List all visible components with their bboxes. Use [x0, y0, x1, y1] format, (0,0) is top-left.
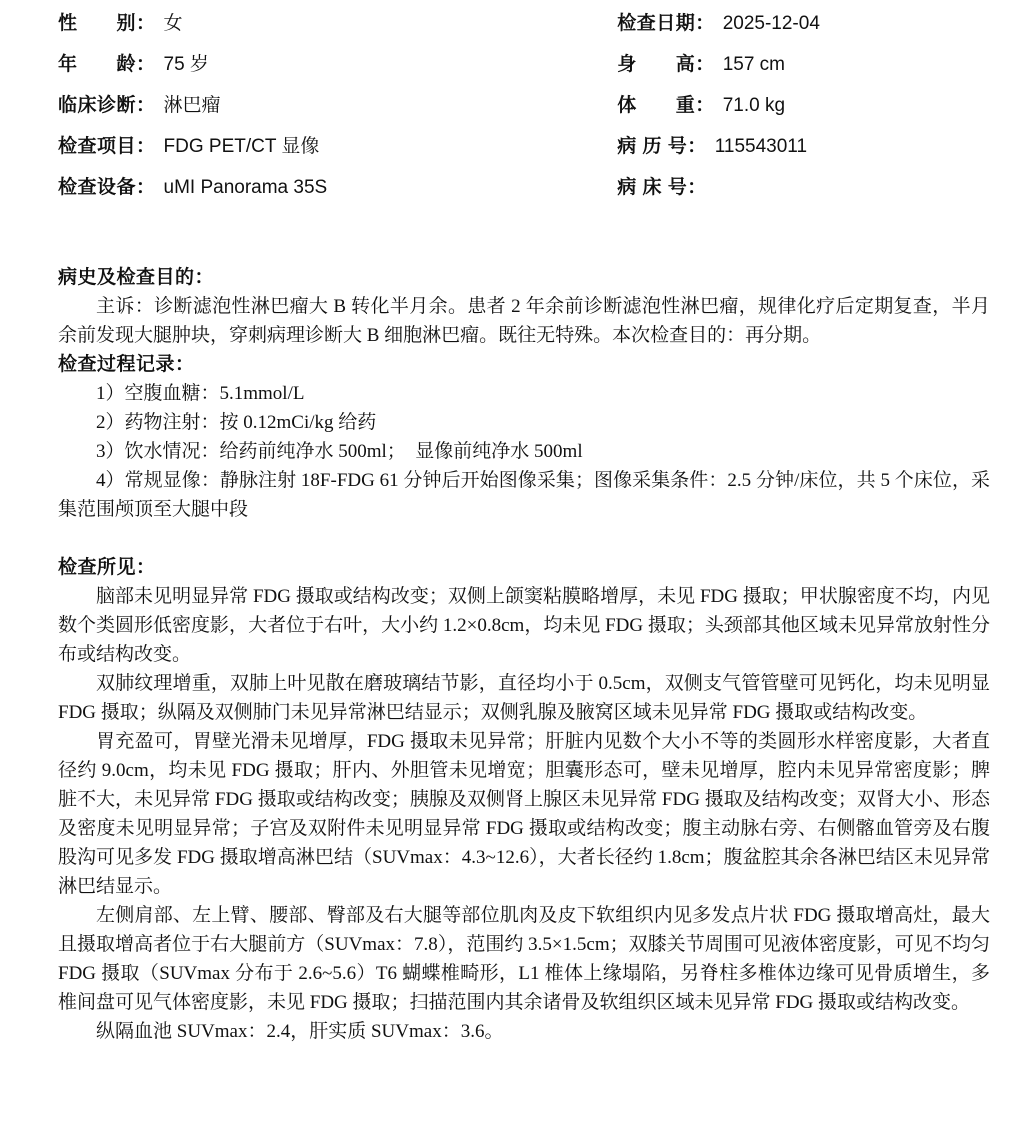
- exam-date-value: 2025-12-04: [722, 13, 820, 34]
- medical-record-number-label: 病 历 号：: [617, 136, 707, 157]
- age-value: 75 岁: [163, 54, 209, 75]
- field-row-exam-device: [58, 178, 617, 198]
- findings-paragraph-head-neck: 脑部未见明显异常 FDG 摄取或结构改变；双侧上颌窦粘膜略增厚，未见 FDG 摄取；甲状腺密度不均，内见数个类圆形低密度影，大者位于右叶，大小约 1.2×0.8cm，均未见 FDG 摄取；头颈部其他区域未见异常放射性分布或结构改变。: [58, 586, 990, 665]
- section-history-and-purpose: [58, 263, 990, 350]
- findings-paragraph-chest: 双肺纹理增重，双肺上叶见散在磨玻璃结节影，直径均小于 0.5cm，双侧支气管管壁可见钙化，均未见明显 FDG 摄取；纵隔及双侧肺门未见异常淋巴结显示；双侧乳腺及腋窝区域未见异常 FDG 摄取或结构改变。: [58, 673, 990, 723]
- procedure-section-heading: 检查过程记录：: [58, 354, 195, 375]
- clinical-diagnosis-label: 临床诊断：: [58, 95, 156, 116]
- exam-item-value: FDG PET/CT 显像: [163, 136, 320, 157]
- bed-number-label: 病 床 号：: [617, 177, 707, 198]
- findings-paragraph-reference-suv: 纵隔血池 SUVmax：2.4，肝实质 SUVmax：3.6。: [96, 1021, 504, 1042]
- height-label: 身 高：: [617, 54, 715, 75]
- field-row-weight: [617, 96, 990, 116]
- field-row-gender: [58, 14, 617, 34]
- height-value: 157 cm: [722, 54, 786, 75]
- gender-value: 女: [163, 13, 183, 34]
- findings-paragraph-musculoskeletal: 左侧肩部、左上臂、腰部、臀部及右大腿等部位肌肉及皮下软组织内见多发点片状 FDG 摄取增高灶，最大且摄取增高者位于右大腿前方（SUVmax：7.8），范围约 3.5×1.5cm；双膝关节周围可见液体密度影，可见不均匀 FDG 摄取（SUVmax 分布于 2.6~5.6）T6 蝴蝶椎畸形，L1 椎体上缘塌陷，另脊柱多椎体边缘可见骨质增生，多椎间盘可见气体密度影，未见 FDG 摄取；扫描范围内其余诸骨及软组织区域未见异常 FDG 摄取或结构改变。: [58, 905, 990, 1013]
- field-row-age: [58, 55, 617, 75]
- field-row-exam-date: [617, 14, 990, 34]
- weight-value: 71.0 kg: [722, 95, 786, 116]
- field-row-exam-item: [58, 137, 617, 157]
- procedure-item-2: 2）药物注射：按 0.12mCi/kg 给药: [96, 412, 377, 433]
- weight-label: 体 重：: [617, 95, 715, 116]
- history-section-heading: 病史及检查目的：: [58, 267, 215, 288]
- procedure-item-4: 4）常规显像：静脉注射 18F-FDG 61 分钟后开始图像采集；图像采集条件：2.5 分钟/床位，共 5 个床位，采集范围颅顶至大腿中段: [58, 470, 990, 520]
- procedure-item-1: 1）空腹血糖：5.1mmol/L: [96, 383, 305, 404]
- field-row-height: [617, 55, 990, 75]
- age-label: 年 龄：: [58, 54, 156, 75]
- exam-device-label: 检查设备：: [58, 177, 156, 198]
- patient-info-left-column: [58, 14, 617, 219]
- history-paragraph: 主诉：诊断滤泡性淋巴瘤大 B 转化半月余。患者 2 年余前诊断滤泡性淋巴瘤，规律化疗后定期复查，半月余前发现大腿肿块，穿刺病理诊断大 B 细胞淋巴瘤。既往无特殊。本次检查目的：再分期。: [58, 296, 990, 346]
- section-procedure-record: [58, 350, 990, 524]
- section-findings: [58, 553, 990, 1046]
- findings-section-heading: 检查所见：: [58, 557, 156, 578]
- clinical-diagnosis-value: 淋巴瘤: [163, 95, 221, 116]
- field-row-clinical-diagnosis: [58, 96, 617, 116]
- medical-record-number-value: 115543011: [714, 136, 808, 157]
- exam-item-label: 检查项目：: [58, 136, 156, 157]
- findings-paragraph-abdomen: 胃充盈可，胃壁光滑未见增厚，FDG 摄取未见异常；肝脏内见数个大小不等的类圆形水样密度影，大者直径约 9.0cm，均未见 FDG 摄取；肝内、外胆管未见增宽；胆囊形态可，壁未见增厚，腔内未见异常密度影；脾脏不大，未见异常 FDG 摄取或结构改变；胰腺及双侧肾上腺区未见异常 FDG 摄取及结构改变；双肾大小、形态及密度未见明显异常；子宫及双附件未见明显异常 FDG 摄取或结构改变；腹主动脉右旁、右侧髂血管旁及右腹股沟可见多发 FDG 摄取增高淋巴结（SUVmax：4.3~12.6），大者长径约 1.8cm；腹盆腔其余各淋巴结区未见异常淋巴结显示。: [58, 731, 990, 897]
- field-row-bed-number: [617, 178, 990, 198]
- gender-label: 性 别：: [58, 13, 156, 34]
- field-row-medical-record-number: [617, 137, 990, 157]
- exam-date-label: 检查日期：: [617, 13, 715, 34]
- procedure-item-3: 3）饮水情况：给药前纯净水 500ml； 显像前纯净水 500ml: [96, 441, 583, 462]
- exam-device-value: uMI Panorama 35S: [163, 177, 328, 198]
- patient-info-right-column: [617, 14, 990, 219]
- patient-info-header: [58, 14, 990, 219]
